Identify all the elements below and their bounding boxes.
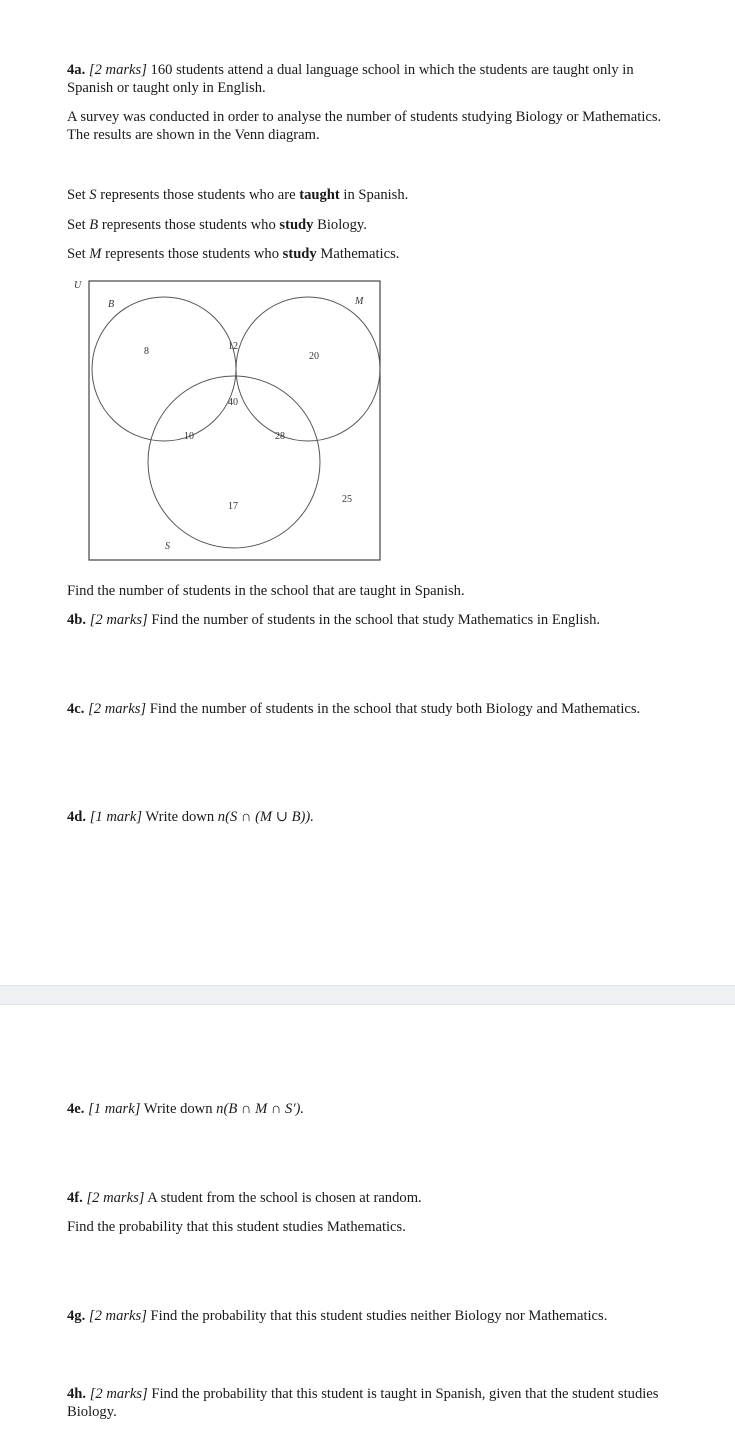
region-s-only: 17 — [228, 501, 238, 512]
label-b: B — [108, 299, 115, 310]
label-m: M — [355, 296, 364, 307]
marks: [2 marks] — [89, 1386, 148, 1402]
venn-diagram — [70, 272, 390, 564]
question-4c — [67, 700, 677, 718]
question-number: 4c. — [67, 701, 85, 717]
region-m-only: 20 — [309, 351, 319, 362]
circle-b — [92, 297, 236, 441]
region-b-only: 8 — [144, 346, 149, 357]
question-number: 4f. — [67, 1190, 83, 1206]
question-4h — [67, 1385, 677, 1421]
question-text: A student from the school is chosen at random. — [147, 1190, 422, 1206]
set-expression: n(S ∩ (M ∪ B)). — [217, 809, 314, 825]
question-text: Find the probability that this student is taught in Spanish, given that the student studies Biology. — [67, 1386, 659, 1420]
question-4a-find: Find the number of students in the school that are taught in Spanish. — [67, 583, 465, 599]
set-b-definition: Set B represents those students who study Biology. — [67, 217, 367, 233]
question-4a — [67, 61, 677, 97]
question-4b — [67, 611, 677, 629]
circle-m — [236, 297, 380, 441]
question-number: 4g. — [67, 1308, 86, 1324]
region-b-and-s: 10 — [184, 431, 194, 442]
region-b-and-m: 12 — [228, 341, 238, 352]
question-number: 4b. — [67, 612, 87, 628]
marks: [2 marks] — [88, 62, 147, 78]
question-text: Find the probability that this student studies neither Biology nor Mathematics. — [150, 1308, 608, 1324]
question-number: 4h. — [67, 1386, 87, 1402]
question-text: Find the number of students in the school that study both Biology and Mathematics. — [149, 701, 641, 717]
question-4a-context: A survey was conducted in order to analyse the number of students studying Biology or Mathematics. The results are shown in the Venn diagram. — [67, 109, 662, 143]
set-m-definition: Set M represents those students who study Mathematics. — [67, 246, 400, 262]
marks: [2 marks] — [88, 1308, 147, 1324]
question-number: 4d. — [67, 809, 87, 825]
question-number: 4e. — [67, 1101, 85, 1117]
marks: [1 mark] — [88, 1101, 141, 1117]
label-u: U — [74, 280, 82, 291]
marks: [1 mark] — [89, 809, 143, 825]
marks: [2 marks] — [88, 701, 147, 717]
label-s: S — [165, 541, 170, 552]
question-4e — [67, 1100, 677, 1118]
question-text: Find the number of students in the school that study Mathematics in English. — [151, 612, 601, 628]
question-text: 160 students attend a dual language school in which the students are taught only in Spanish or taught only in English. — [67, 62, 634, 96]
question-4g — [67, 1307, 677, 1325]
question-4f — [67, 1189, 677, 1207]
question-4d — [67, 808, 677, 826]
region-m-and-s: 28 — [275, 431, 285, 442]
page-divider — [0, 985, 735, 1005]
region-b-m-s: 40 — [228, 397, 238, 408]
question-text: Write down — [143, 1101, 217, 1117]
set-s-definition: Set S represents those students who are taught in Spanish. — [67, 187, 409, 203]
question-number: 4a. — [67, 62, 86, 78]
universal-set-box — [89, 281, 380, 560]
region-outside: 25 — [342, 494, 352, 505]
set-expression: n(B ∩ M ∩ S′). — [216, 1101, 305, 1117]
marks: [2 marks] — [89, 612, 148, 628]
question-text: Write down — [145, 809, 218, 825]
marks: [2 marks] — [86, 1190, 145, 1206]
question-4f-find: Find the probability that this student studies Mathematics. — [67, 1219, 406, 1235]
